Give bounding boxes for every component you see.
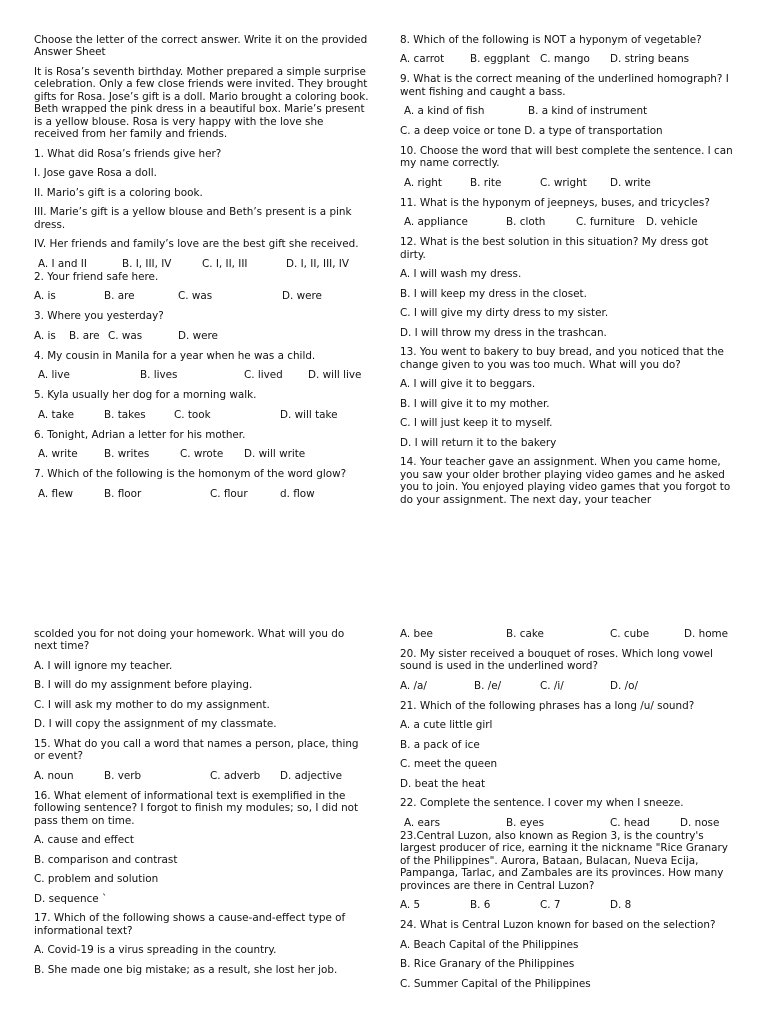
left-column-top	[34, 34, 370, 508]
q19-option-c: C. cube	[610, 628, 650, 640]
q13-option-d: D. I will return it to the bakery	[400, 436, 557, 449]
q5-option-c: C. took	[174, 408, 211, 421]
q2-option-c: C. was	[178, 290, 213, 303]
q23-options	[400, 899, 736, 912]
q8-option-a: A. carrot	[400, 53, 445, 66]
q1-statement-1: I. Jose gave Rosa a doll.	[34, 167, 157, 180]
question-6: 6. Tonight, Adrian a letter for his mother.	[34, 428, 246, 441]
q19-option-a: A. bee	[400, 628, 433, 640]
q3-option-b: B. are	[69, 329, 100, 342]
q3-options	[34, 330, 370, 343]
q14-option-c: C. I will ask my mother to do my assignment.	[34, 698, 270, 711]
q1-option-a: A. I and II	[38, 257, 87, 270]
question-9: 9. What is the correct meaning of the underlined homograph? I went fishing and caught a bass.	[400, 73, 729, 98]
q21-option-b: B. a pack of ice	[400, 738, 480, 751]
q19-option-b: B. cake	[506, 628, 544, 640]
q24-option-b: B. Rice Granary of the Philippines	[400, 958, 575, 971]
q23-option-c: C. 7	[540, 899, 561, 912]
q1-option-b: B. I, III, IV	[122, 257, 172, 270]
q10-option-a: A. right	[404, 176, 442, 189]
q24-option-a: A. Beach Capital of the Philippines	[400, 938, 579, 951]
q2-option-b: B. are	[104, 290, 135, 303]
q20-options	[400, 680, 736, 693]
q22-option-d: D. nose	[680, 816, 720, 829]
q21-option-c: C. meet the queen	[400, 758, 498, 771]
q14-option-a: A. I will ignore my teacher.	[34, 659, 173, 672]
q7-option-c: C. flour	[210, 487, 248, 500]
q20-option-a: A. /a/	[400, 679, 427, 692]
q10-options	[400, 177, 736, 190]
q9-options-row2: C. a deep voice or tone D. a type of transportation	[400, 125, 663, 138]
question-3: 3. Where you yesterday?	[34, 310, 164, 323]
q17-option-a: A. Covid-19 is a virus spreading in the country.	[34, 944, 277, 957]
question-11: 11. What is the hyponym of jeepneys, buses, and tricycles?	[400, 196, 710, 209]
question-13: 13. You went to bakery to buy bread, and you noticed that the change given to you was too much. What will you do?	[400, 346, 724, 371]
question-17: 17. Which of the following shows a cause-and-effect type of informational text?	[34, 912, 346, 937]
q8-option-c: C. mango	[540, 53, 590, 66]
q11-options	[400, 216, 736, 229]
page-bottom-half	[0, 586, 768, 1024]
question-12: 12. What is the best solution in this situation? My dress got dirty.	[400, 236, 709, 261]
question-20: 20. My sister received a bouquet of roses. Which long vowel sound is used in the underlined word?	[400, 648, 713, 673]
question-7: 7. Which of the following is the homonym of the word glow?	[34, 468, 347, 481]
q1-statement-3: III. Marie’s gift is a yellow blouse and Beth’s present is a pink dress.	[34, 206, 352, 231]
q22-option-a: A. ears	[404, 816, 440, 829]
q13-option-b: B. I will give it to my mother.	[400, 397, 550, 410]
q19-options	[400, 628, 736, 641]
question-8: 8. Which of the following is NOT a hyponym of vegetable?	[400, 34, 702, 46]
question-2: 2. Your friend safe here.	[34, 270, 159, 283]
q1-statement-4: IV. Her friends and family’s love are the best gift she received.	[34, 238, 359, 251]
q4-option-b: B. lives	[140, 369, 178, 382]
q8-option-b: B. eggplant	[470, 53, 530, 66]
q20-option-c: C. /i/	[540, 679, 564, 692]
question-1: 1. What did Rosa’s friends give her?	[34, 147, 222, 160]
q15-option-d: D. adjective	[280, 769, 343, 782]
q13-option-a: A. I will give it to beggars.	[400, 378, 536, 391]
q6-option-c: C. wrote	[180, 448, 224, 461]
question-21: 21. Which of the following phrases has a long /u/ sound?	[400, 699, 695, 712]
q19-option-d: D. home	[684, 628, 729, 640]
q7-option-d: d. flow	[280, 487, 315, 500]
right-column-top	[400, 34, 736, 513]
q22-options	[400, 817, 736, 830]
question-14-part1: 14. Your teacher gave an assignment. When you came home, you saw your older brother playing video games and he asked you to join. You enjoyed playing video games that you forgot to do your assignment. The next day, your teacher	[400, 456, 731, 506]
q12-option-a: A. I will wash my dress.	[400, 268, 522, 281]
q10-option-d: D. write	[610, 176, 651, 189]
q24-option-c: C. Summer Capital of the Philippines	[400, 977, 591, 990]
q20-option-b: B. /e/	[474, 679, 502, 692]
q6-option-b: B. writes	[104, 448, 150, 461]
question-23: 23.Central Luzon, also known as Region 3, is the country's largest producer of rice, earning it the nickname "Rice Granary of the Philippines". Aurora, Bataan, Bulacan, Nueva Ecija, Pampanga, Tarlac, and Zambales are its provinces. How many provinces are there in Central Luzon?	[400, 829, 728, 892]
q22-option-c: C. head	[610, 816, 650, 829]
q14-option-d: D. I will copy the assignment of my classmate.	[34, 718, 277, 731]
q15-options	[34, 770, 370, 783]
q5-option-d: D. will take	[280, 408, 338, 421]
q15-option-a: A. noun	[34, 769, 74, 782]
q9-option-b: B. a kind of instrument	[528, 105, 648, 118]
q16-option-d: D. sequence `	[34, 892, 108, 905]
instructions: Choose the letter of the correct answer. Write it on the provided Answer Sheet	[34, 34, 368, 59]
q11-option-a: A. appliance	[404, 216, 468, 229]
q6-option-d: D. will write	[244, 448, 306, 461]
right-column-bottom	[400, 628, 736, 997]
q12-option-b: B. I will keep my dress in the closet.	[400, 287, 587, 300]
q10-option-b: B. rite	[470, 176, 502, 189]
q13-option-c: C. I will just keep it to myself.	[400, 417, 553, 430]
q1-options	[34, 258, 370, 271]
q6-options	[34, 448, 370, 461]
q7-option-a: A. flew	[38, 487, 73, 500]
q7-options	[34, 488, 370, 501]
q11-option-b: B. cloth	[506, 216, 546, 229]
question-22: 22. Complete the sentence. I cover my when I sneeze.	[400, 797, 684, 810]
q16-option-c: C. problem and solution	[34, 873, 159, 886]
q14-option-b: B. I will do my assignment before playing.	[34, 679, 253, 692]
q2-options	[34, 290, 370, 303]
question-10: 10. Choose the word that will best complete the sentence. I can my name correctly.	[400, 144, 733, 170]
q7-option-b: B. floor	[104, 487, 142, 500]
q21-option-d: D. beat the heat	[400, 777, 486, 790]
reading-passage: It is Rosa’s seventh birthday. Mother prepared a simple surprise celebration. Only a few close friends were invited. They brought gifts for Rosa. Jose’s gift is a doll. Mario brought a coloring book. Beth wrapped the pink dress in a beautiful box. Marie’s present is a yellow blouse. Rosa is very happy with the love she received from her family and friends.	[34, 65, 369, 141]
q21-option-a: A. a cute little girl	[400, 719, 493, 732]
q8-option-d: D. string beans	[610, 53, 690, 66]
question-16: 16. What element of informational text is exemplified in the following sentence? I forgot to finish my modules; so, I did not pass them on time.	[34, 789, 359, 827]
q4-options	[34, 369, 370, 382]
q4-option-a: A. live	[38, 369, 70, 382]
q10-option-c: C. wright	[540, 176, 587, 189]
q5-options	[34, 409, 370, 422]
q23-option-a: A. 5	[400, 899, 421, 912]
q12-option-c: C. I will give my dirty dress to my sister.	[400, 307, 609, 320]
left-column-bottom	[34, 628, 370, 983]
q3-option-c: C. was	[108, 329, 143, 342]
q1-option-c: C. I, II, III	[202, 257, 248, 270]
q3-option-d: D. were	[178, 329, 218, 342]
question-5: 5. Kyla usually her dog for a morning walk.	[34, 389, 257, 402]
q16-option-b: B. comparison and contrast	[34, 853, 178, 866]
question-24: 24. What is Central Luzon known for based on the selection?	[400, 919, 716, 932]
q12-option-d: D. I will throw my dress in the trashcan.	[400, 326, 607, 339]
q23-option-b: B. 6	[470, 899, 491, 912]
q8-options	[400, 53, 736, 66]
q11-option-d: D. vehicle	[646, 216, 698, 229]
question-15: 15. What do you call a word that names a person, place, thing or event?	[34, 737, 359, 763]
q4-option-d: D. will live	[308, 369, 362, 382]
q20-option-d: D. /o/	[610, 679, 638, 692]
q15-option-b: B. verb	[104, 769, 142, 782]
question-14-part2: scolded you for not doing your homework. What will you do next time?	[34, 628, 345, 653]
q5-option-a: A. take	[38, 408, 75, 421]
q23-option-d: D. 8	[610, 899, 632, 912]
q11-option-c: C. furniture	[576, 216, 635, 229]
q17-option-b: B. She made one big mistake; as a result, she lost her job.	[34, 963, 338, 976]
q9-option-a: A. a kind of fish	[404, 105, 485, 118]
q9-options-row1	[400, 105, 736, 118]
q15-option-c: C. adverb	[210, 769, 261, 782]
q6-option-a: A. write	[38, 448, 78, 461]
q1-statement-2: II. Mario’s gift is a coloring book.	[34, 186, 203, 199]
q22-option-b: B. eyes	[506, 816, 545, 829]
question-4: 4. My cousin in Manila for a year when he was a child.	[34, 349, 316, 362]
q1-option-d: D. I, II, III, IV	[286, 257, 349, 270]
q4-option-c: C. lived	[244, 369, 283, 382]
q5-option-b: B. takes	[104, 408, 146, 421]
q3-option-a: A. is	[34, 329, 56, 342]
q16-option-a: A. cause and effect	[34, 834, 134, 847]
q2-option-d: D. were	[282, 290, 322, 303]
q2-option-a: A. is	[34, 290, 56, 303]
